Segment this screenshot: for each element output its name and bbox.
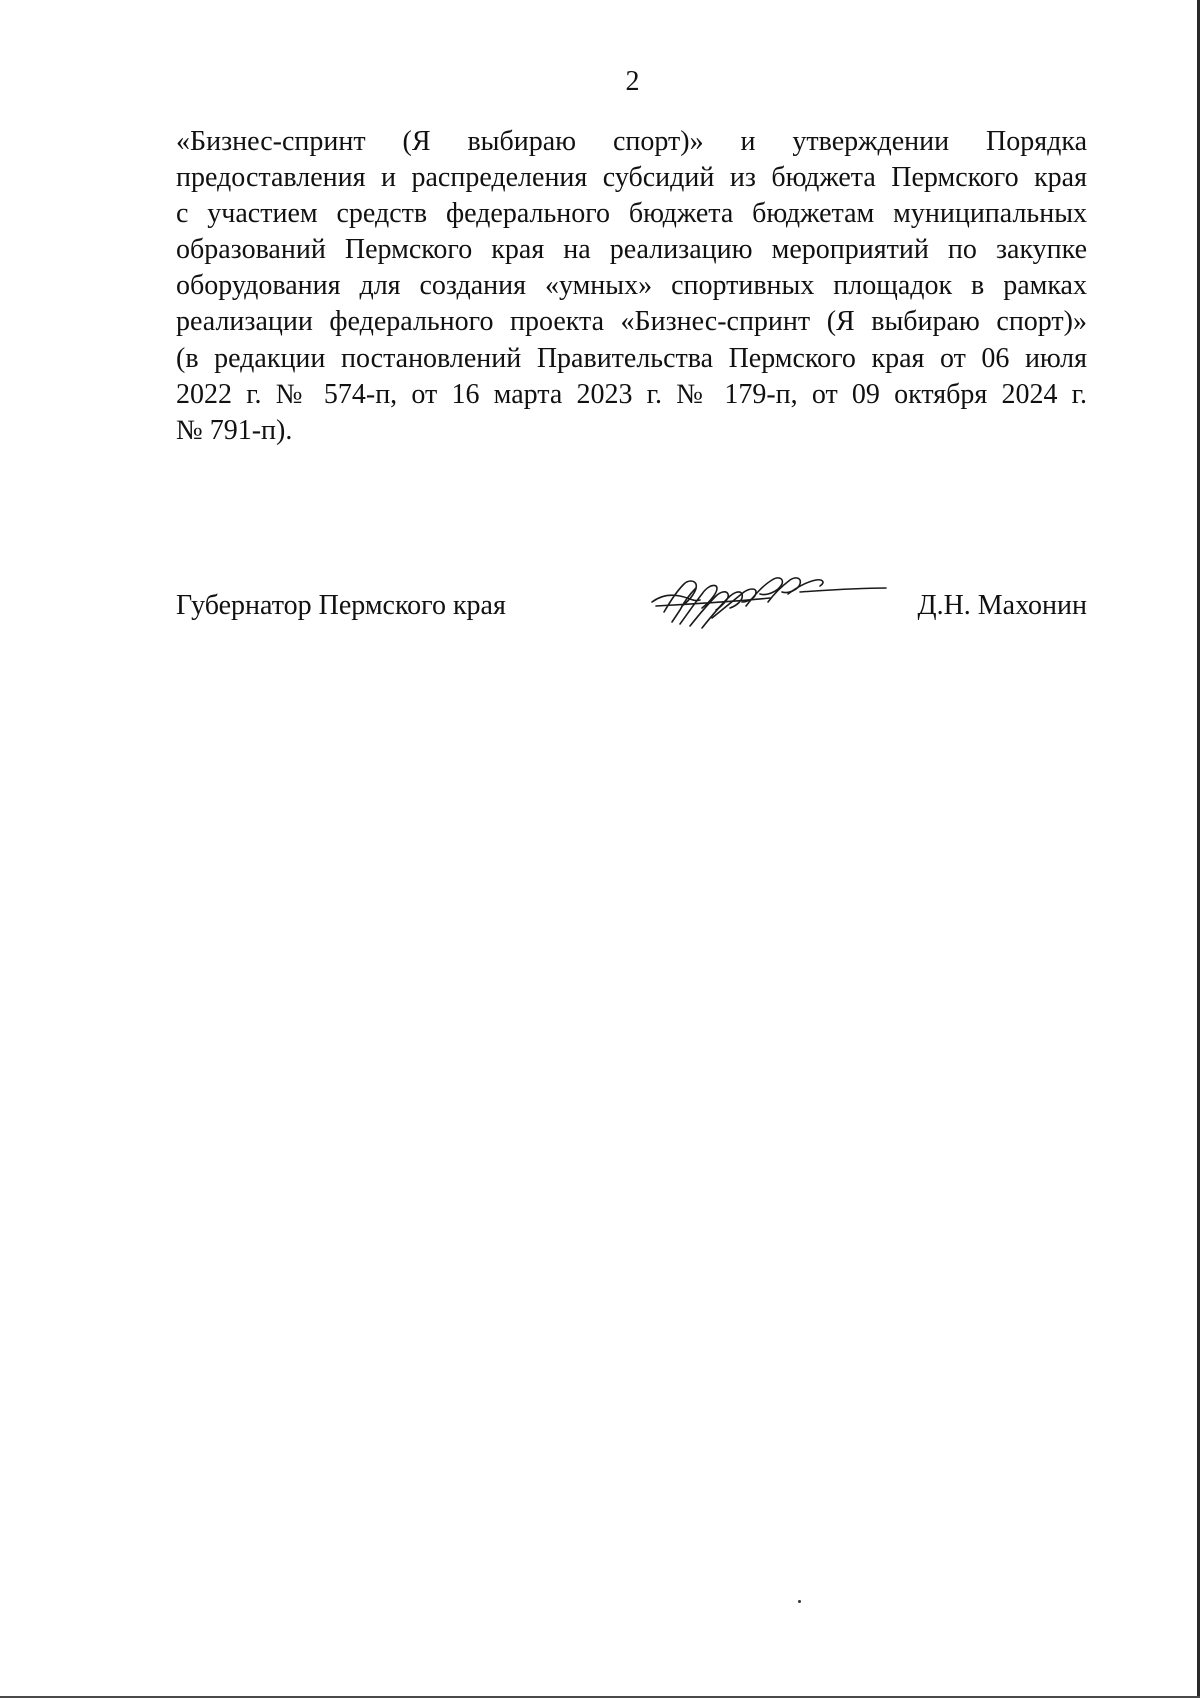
body-line: образований Пермского края на реализацию мероприятий по закупке [176,234,1087,266]
body-line: № 791-п). [176,414,293,446]
signer-name: Д.Н. Махонин [917,590,1087,621]
body-line: реализации федерального проекта «Бизнес-спринт (Я выбираю спорт)» [176,306,1087,338]
body-line: оборудования для создания «умных» спортивных площадок в рамках [176,270,1087,302]
body-line: 2022 г. № 574-п, от 16 марта 2023 г. № 179-п, от 09 октября 2024 г. [176,378,1087,410]
signature-block [176,578,1087,638]
scan-speck [798,1600,801,1603]
body-line: предоставления и распределения субсидий из бюджета Пермского края [176,162,1087,194]
body-line: с участием средств федерального бюджета бюджетам муниципальных [176,198,1087,230]
body-line: «Бизнес-спринт (Я выбираю спорт)» и утверждении Порядка [176,126,1087,157]
signer-title: Губернатор Пермского края [176,590,506,621]
page-number: 2 [625,66,640,97]
body-line: (в редакции постановлений Правительства Пермского края от 06 июля [176,342,1087,374]
body-paragraph [176,124,1087,449]
handwritten-signature [650,572,890,634]
